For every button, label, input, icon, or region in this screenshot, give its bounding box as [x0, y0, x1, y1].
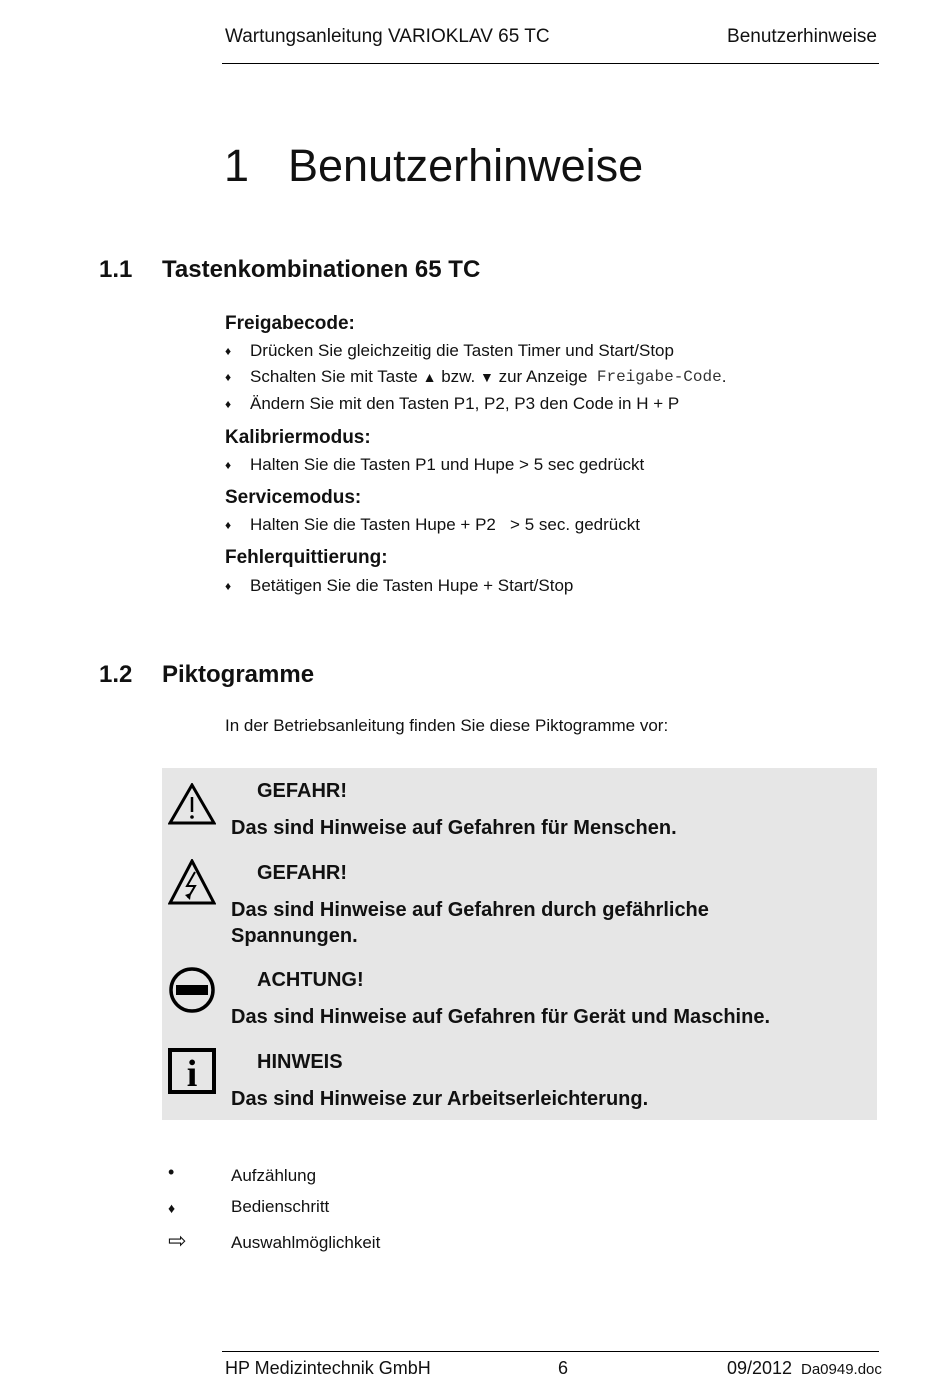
footer-date: 09/2012 [727, 1358, 793, 1378]
bullet-dot-icon: • [168, 1162, 175, 1182]
legend-text: Auswahlmöglichkeit [231, 1233, 381, 1252]
picto-label: GEFAHR! [257, 780, 347, 802]
intro-text: In der Betriebsanleitung finden Sie diese Piktogramme vor: [225, 716, 669, 735]
page-number: 6 [558, 1358, 569, 1378]
header-section: Benutzerhinweise [727, 26, 877, 47]
footer-company: HP Medizintechnik GmbH [225, 1358, 431, 1378]
diamond-bullet-icon: ♦ [225, 579, 232, 593]
diamond-bullet-icon: ♦ [225, 370, 232, 384]
section-number: 1.1 [99, 256, 133, 283]
list-item: ♦ Ändern Sie mit den Tasten P1, P2, P3 den Code in H + P [225, 394, 680, 413]
footer-divider [222, 1351, 879, 1352]
section-title: Piktogramme [162, 661, 315, 688]
warning-triangle-icon [168, 783, 216, 825]
section-title: Tastenkombinationen 65 TC [162, 256, 481, 283]
arrow-right-icon: ⇨ [168, 1228, 187, 1253]
header-title: Wartungsanleitung VARIOKLAV 65 TC [225, 26, 550, 47]
chapter-number: 1 [224, 140, 250, 191]
diamond-bullet-icon: ♦ [225, 344, 232, 358]
picto-text: Das sind Hinweise zur Arbeitserleichterung. [231, 1088, 649, 1110]
diamond-bullet-icon: ♦ [168, 1200, 176, 1216]
list-item: ♦ Drücken Sie gleichzeitig die Tasten Timer und Start/Stop [225, 341, 674, 360]
picto-label: GEFAHR! [257, 862, 347, 884]
high-voltage-icon [168, 859, 216, 905]
diamond-bullet-icon: ♦ [225, 518, 232, 532]
legend-text: Aufzählung [231, 1166, 317, 1185]
picto-text: Das sind Hinweise auf Gefahren für Gerät und Maschine. [231, 1006, 771, 1028]
chapter-title: Benutzerhinweise [288, 140, 644, 191]
subheading-servicemodus: Servicemodus: [225, 487, 362, 508]
picto-text: Das sind Hinweise auf Gefahren durch gefährliche Spannungen. [231, 899, 709, 947]
svg-text:i: i [186, 1053, 198, 1094]
legend-text: Bedienschritt [231, 1197, 330, 1216]
arrow-down-icon: ▼ [479, 369, 494, 385]
footer-doc-id: Da0949.doc [801, 1361, 882, 1378]
no-entry-icon [168, 966, 216, 1014]
diamond-bullet-icon: ♦ [225, 397, 232, 411]
list-item: ♦ Halten Sie die Tasten Hupe + P2 > 5 sec. gedrückt [225, 515, 640, 534]
subheading-freigabecode: Freigabecode: [225, 313, 355, 334]
list-item: ♦ Schalten Sie mit Taste ▲ bzw. ▼ zur Anzeige Freigabe-Code . [225, 367, 727, 386]
info-icon [168, 1048, 216, 1094]
picto-label: HINWEIS [257, 1051, 343, 1073]
section-number: 1.2 [99, 661, 133, 688]
diamond-bullet-icon: ♦ [225, 458, 232, 472]
display-code: Freigabe-Code [596, 368, 722, 386]
subheading-fehlerquittierung: Fehlerquittierung: [225, 547, 388, 568]
list-item: ♦ Betätigen Sie die Tasten Hupe + Start/Stop [225, 576, 574, 595]
list-item: ♦ Halten Sie die Tasten P1 und Hupe > 5 sec gedrückt [225, 455, 645, 474]
picto-label: ACHTUNG! [257, 969, 364, 991]
picto-text: Das sind Hinweise auf Gefahren für Menschen. [231, 817, 677, 839]
subheading-kalibriermodus: Kalibriermodus: [225, 427, 371, 448]
arrow-up-icon: ▲ [422, 369, 437, 385]
header-divider [222, 63, 879, 64]
